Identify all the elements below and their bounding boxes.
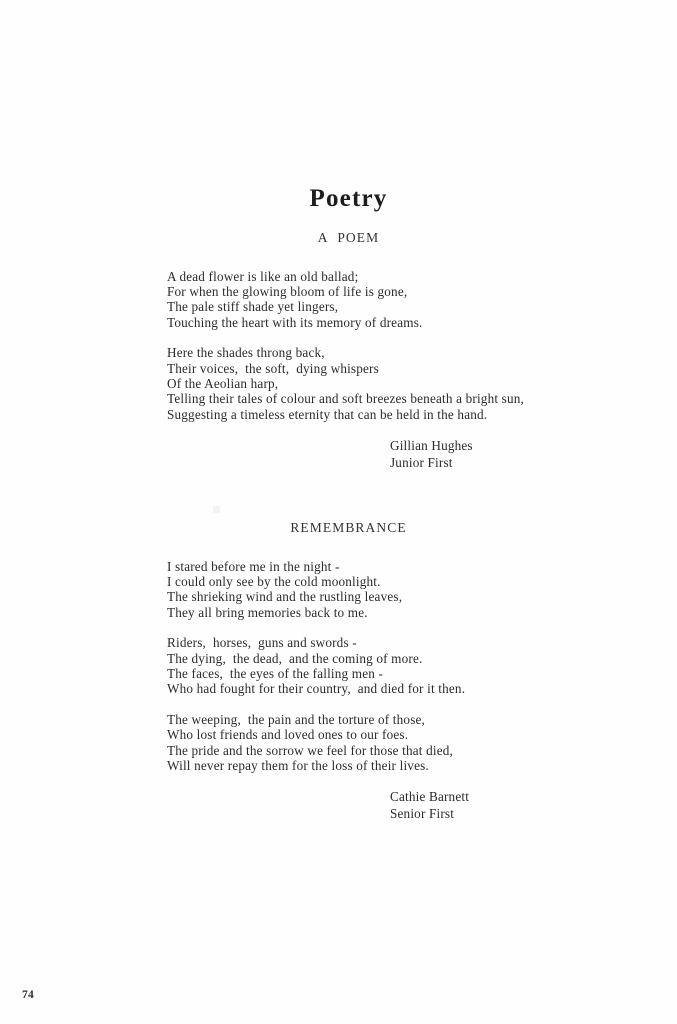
poem-line: Suggesting a timeless eternity that can be held in the hand. [167,406,488,422]
poem-heading: A POEM [317,230,380,245]
stanza [0,635,677,697]
poem-line: I could only see by the cold moonlight. [167,573,381,589]
poem-line: Riders, horses, guns and swords - [167,635,357,651]
attribution-author: Gillian Hughes [390,438,473,454]
stanza [0,269,677,331]
poem-line: Touching the heart with its memory of dreams. [167,314,423,330]
poem-heading: REMEMBRANCE [290,520,407,535]
poem-line: Their voices, the soft, dying whispers [167,360,379,376]
attribution-author: Cathie Barnett [390,789,470,805]
poem-attribution [0,438,677,471]
poem-line: Who lost friends and loved ones to our foes. [167,727,409,743]
poem-line: The weeping, the pain and the torture of those, [167,711,426,727]
page-number: 74 [22,989,35,1001]
stanza [0,345,677,422]
poem-line: The shrieking wind and the rustling leaves, [167,589,403,605]
poem-line: The pride and the sorrow we feel for those that died, [167,742,454,758]
poem-line: Of the Aeolian harp, [167,375,279,391]
attribution-form: Junior First [390,454,453,470]
stanza [0,712,677,774]
page-title: Poetry [309,185,388,212]
poem-line: A dead flower is like an old ballad; [167,268,359,284]
scan-artifact-speck [213,506,220,513]
poem-line: The pale stiff shade yet lingers, [167,299,339,315]
attribution-form: Senior First [390,805,455,821]
poem-remembrance [0,521,677,822]
poem-a-poem [0,231,677,471]
poem-line: Who had fought for their country, and died for it then. [167,681,466,697]
poem-line: The faces, the eyes of the falling men - [167,665,384,681]
poem-line: Telling their tales of colour and soft breezes beneath a bright sun, [167,391,525,407]
poem-attribution [0,789,677,822]
stanza [0,559,677,621]
poem-line: The dying, the dead, and the coming of more. [167,650,423,666]
poem-line: Here the shades throng back, [167,345,325,361]
poem-line: Will never repay them for the loss of their lives. [167,757,429,773]
poem-line: They all bring memories back to me. [167,604,368,620]
poem-line: For when the glowing bloom of life is gone, [167,283,408,299]
poem-line: I stared before me in the night - [167,558,340,574]
